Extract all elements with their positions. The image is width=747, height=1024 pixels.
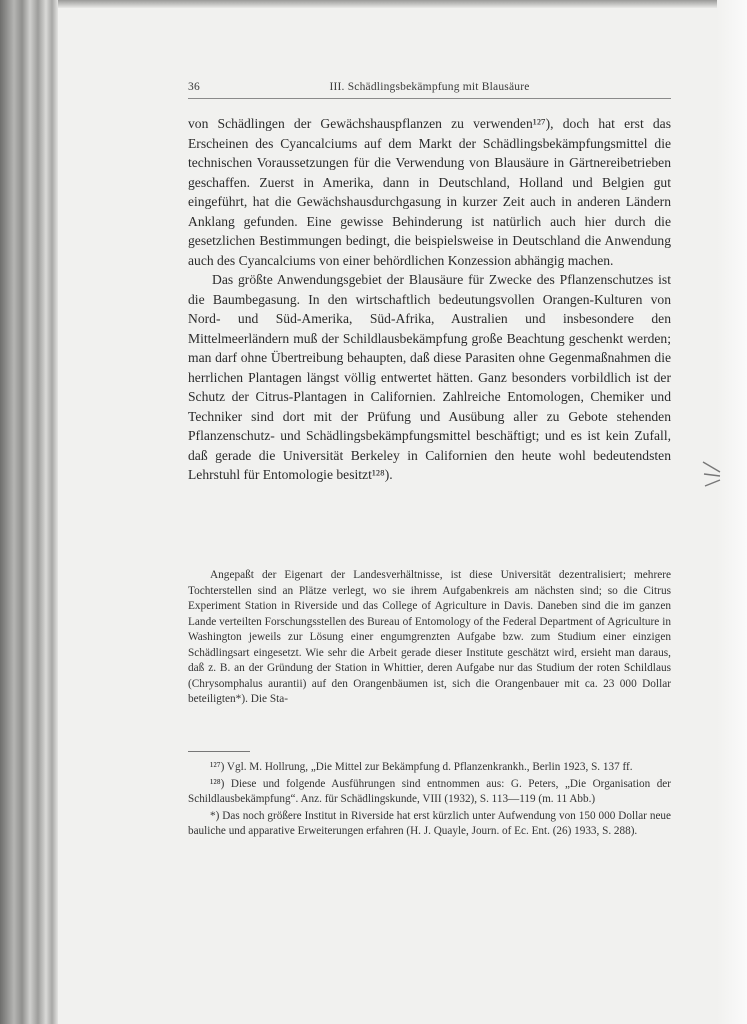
footnote-star: *) Das noch größere Institut in Riverside hat erst kürzlich unter Aufwendung von 150 000 Dollar neue bauliche und apparative Erweiterungen erfahren (H. J. Quayle, Journ. of Ec. Ent. (26) 1933, S. 288). [188,809,671,837]
header-rule [188,98,671,99]
running-title: III. Schädlingsbekämpfung mit Blausäure [329,81,530,93]
body-paragraph-1: von Schädlingen der Gewächshauspflanzen zu verwenden¹²⁷), doch hat erst das Erscheinen des Cyancalciums auf dem Markt der Schädlingsbekämpfungsmittel die technischen Voraussetzungen für die Verwendung von Blausäure in Gärtnereibetrieben geschaffen. Zuerst in Amerika, dann in Deutschland, Holland und Belgien gut eingeführt, hat die Gewächshausdurchgasung in kurzer Zeit auch in anderen Ländern Anklang gefunden. Eine gewisse Behinderung ist natürlich auch hier durch die gesetzlichen Bestimmungen bedingt, die beispielsweise in Deutschland die Anwendung auch des Cyancalciums von einer behördlichen Konzession abhängig machen. [188,116,671,268]
main-body-text [188,114,671,485]
margin-pencil-mark [702,460,722,490]
footnote-128: ¹²⁸) Diese und folgende Ausführungen sind entnommen aus: G. Peters, „Die Organisation der Schildlausbekämpfung“. Anz. für Schädlingskunde, VIII (1932), S. 113—119 (m. 11 Abb.) [188,777,671,805]
page-number: 36 [188,81,200,93]
small-print-paragraph: Angepaßt der Eigenart der Landesverhältnisse, ist diese Universität dezentralisiert; mehrere Tochterstellen sind an Plätze verlegt, wo sie ihrem Aufgabenkreis am nächsten sind; so die Citrus Experiment Station in Riverside und das College of Agriculture in Davis. Daneben sind die im ganzen Lande verteilten Forschungsstellen des Bureau of Entomology of the Federal Department of Agriculture in Washington jeweils zur Lösung einer engumgrenzten Aufgabe bzw. zum Studium einer einzigen Schädlingsart eingesetzt. Wie sehr die Arbeit gerade dieser Institute geschätzt wird, ersieht man daraus, daß z. B. an der Gründung der Station in Whittier, deren Aufgabe nur das Studium der roten Schildlaus (Chrysomphalus aurantii) auf den Orangenbäumen ist, sich die Orangenbauer mit ca. 23 000 Dollar beteiligten*). Die Sta- [188,569,671,705]
footnote-127: ¹²⁷) Vgl. M. Hollrung, „Die Mittel zur Bekämpfung d. Pflanzenkrankh., Berlin 1923, S. 137 ff. [210,761,633,773]
book-spine [0,0,58,1024]
page-top-edge [58,0,747,8]
footnote-rule [188,751,250,752]
body-paragraph-2: Das größte Anwendungsgebiet der Blausäure für Zwecke des Pflanzenschutzes ist die Baumbegasung. In den wirtschaftlich bedeutungsvollen Orangen-Kulturen von Nord- und Süd-Amerika, Süd-Afrika, Australien und insbesondere den Mittelmeerländern muß der Schildlausbekämpfung große Beachtung geschenkt werden; man darf ohne Übertreibung behaupten, daß diese Parasiten ohne Gegenmaßnahmen die herrlichen Plantagen längst völlig entwertet hätten. Ganz besonders vorbildlich ist der Schutz der Citrus-Plantagen in Californien. Zahlreiche Entomologen, Chemiker und Techniker sind dort mit der Prüfung und Ausübung aller zu Gebote stehenden Pflanzenschutz- und Schädlingsbekämpfungsmittel beschäftigt; und es ist kein Zufall, daß gerade die Universität Berkeley in Californien den heute wohl bedeutendsten Lehrstuhl für Entomologie besitzt¹²⁸). [188,272,671,482]
small-print-text [188,568,671,708]
footnotes [188,760,671,841]
page-right-edge [717,0,747,1024]
